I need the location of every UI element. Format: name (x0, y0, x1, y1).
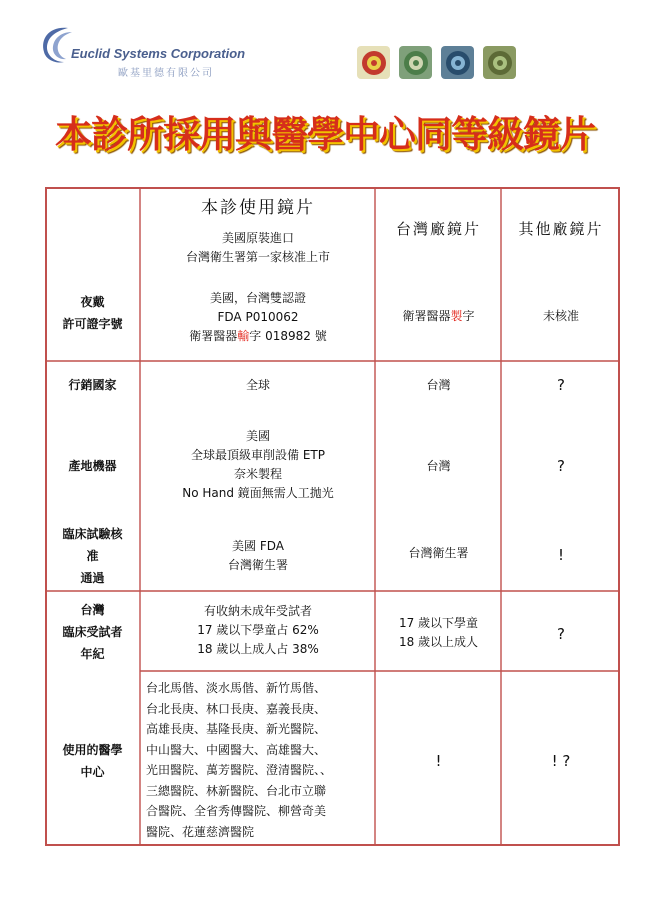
permit-prefix: 衛署醫器 (189, 328, 238, 343)
license-col3: 未核准 (542, 308, 579, 323)
permit-suffix: 字 018982 號 (249, 328, 327, 343)
trial-col2: 台灣衛生署 (408, 545, 469, 560)
license-col1 (141, 283, 375, 351)
lens-icon-green (399, 46, 432, 79)
lens-icon-red (357, 46, 390, 79)
origin-col1-line: 全球最頂級車削設備 ETP (191, 448, 325, 462)
hospitals-col3: ! ? (551, 751, 571, 770)
hospital-line: 合醫院、全省秀傳醫院、柳營奇美 (146, 804, 327, 818)
age-col2 (376, 612, 501, 654)
row-label-hospitals (45, 738, 140, 784)
trial-col1-line: 台灣衛生署 (227, 558, 288, 572)
lens-icon-blue (441, 46, 474, 79)
market-col3: ? (557, 375, 565, 394)
market-col1: 全球 (245, 377, 270, 392)
trial-col3: ! (557, 545, 564, 564)
age-col3: ? (557, 624, 565, 643)
license-col1-line: FDA P010062 (217, 309, 299, 324)
hospital-line: 高雄長庚、基隆長庚、新光醫院、 (146, 722, 327, 736)
row-label-line: 年紀 (80, 647, 105, 661)
col1-header-line: 美國原裝進口 (221, 231, 294, 245)
row-label-line: 台灣 (80, 603, 105, 617)
col1-header-line: 台灣衛生署第一家核准上市 (185, 250, 330, 264)
lens-icon-green-graphic (402, 49, 430, 77)
trial-col1 (141, 535, 375, 577)
license-col1-line: 美國，台灣雙認證 (209, 290, 306, 305)
origin-col3: ? (557, 456, 565, 475)
permit-prefix: 衛署醫器 (402, 308, 451, 323)
hospital-line: 台北馬偕、淡水馬偕、新竹馬偕、 (146, 681, 327, 695)
row-label-line: 通過 (80, 571, 105, 585)
company-chinese-name: 歐基里德有限公司 (118, 68, 214, 79)
lens-icon-olive-graphic (486, 49, 514, 77)
origin-col1-line: 奈米製程 (233, 467, 282, 481)
lens-icon-blue-graphic (444, 49, 472, 77)
row-label-line: 臨床試驗核 (62, 527, 123, 541)
origin-col1-line: No Hand 鏡面無需人工拋光 (182, 486, 334, 500)
hospital-line: 台北長庚、林口長庚、嘉義長庚、 (146, 701, 327, 716)
row-label-line: 准 (86, 549, 99, 563)
hospital-line: 醫院、花蓮慈濟醫院 (146, 824, 255, 839)
license-col1-permit (189, 327, 326, 346)
age-col1 (141, 599, 375, 661)
col1-header-title: 本診使用鏡片 (201, 198, 315, 218)
license-col2 (376, 305, 501, 327)
origin-col2: 台灣 (426, 458, 451, 473)
lens-icons (357, 46, 516, 79)
permit-mark: 製 (450, 308, 463, 323)
comparison-table (45, 187, 620, 846)
age-col2-line: 17 歲以下學童 (398, 616, 479, 630)
page-title: 本診所採用與醫學中心同等級鏡片 (55, 113, 595, 156)
lens-icon-olive (483, 46, 516, 79)
row-label-trial (45, 523, 140, 589)
row-label-market: 行銷國家 (68, 378, 117, 392)
row-label-line: 中心 (80, 765, 105, 779)
company-name: Euclid Systems Corporation (71, 46, 246, 61)
col1-header (141, 187, 375, 275)
row-label-origin: 產地機器 (68, 459, 117, 473)
age-col1-line: 17 歲以下學童占 62% (197, 622, 319, 637)
origin-col1 (141, 419, 375, 511)
market-col2: 台灣 (426, 377, 451, 392)
age-col1-line: 有收納未成年受試者 (203, 603, 312, 618)
origin-col1-line: 美國 (245, 429, 270, 443)
row-label-line: 夜戴 (80, 295, 105, 309)
lens-icon-red-graphic (360, 49, 388, 77)
row-label-line: 臨床受試者 (62, 625, 123, 639)
age-col1-line: 18 歲以上成人占 38% (197, 641, 319, 656)
license-col2-text (402, 307, 474, 326)
col2-header: 台灣廠鏡片 (395, 219, 481, 238)
permit-mark: 輸 (237, 328, 250, 343)
trial-col1-line: 美國 FDA (232, 539, 284, 553)
row-label-line: 許可證字號 (62, 317, 123, 331)
hospitals-col1 (146, 676, 375, 844)
row-label-age (45, 599, 140, 665)
row-label-license (45, 287, 140, 339)
company-logo (38, 22, 258, 82)
permit-suffix: 字 (462, 308, 475, 323)
col3-header: 其他廠鏡片 (518, 219, 604, 238)
row-label-line: 使用的醫學 (62, 743, 123, 757)
hospitals-col2: ! (435, 751, 442, 770)
hospital-line: 中山醫大、中國醫大、高雄醫大、 (146, 742, 327, 757)
hospital-line: 光田醫院、萬芳醫院、澄清醫院、、 (146, 763, 333, 777)
age-col2-line: 18 歲以上成人 (398, 635, 479, 649)
hospital-line: 三總醫院、林新醫院、台北市立聯 (146, 783, 327, 798)
